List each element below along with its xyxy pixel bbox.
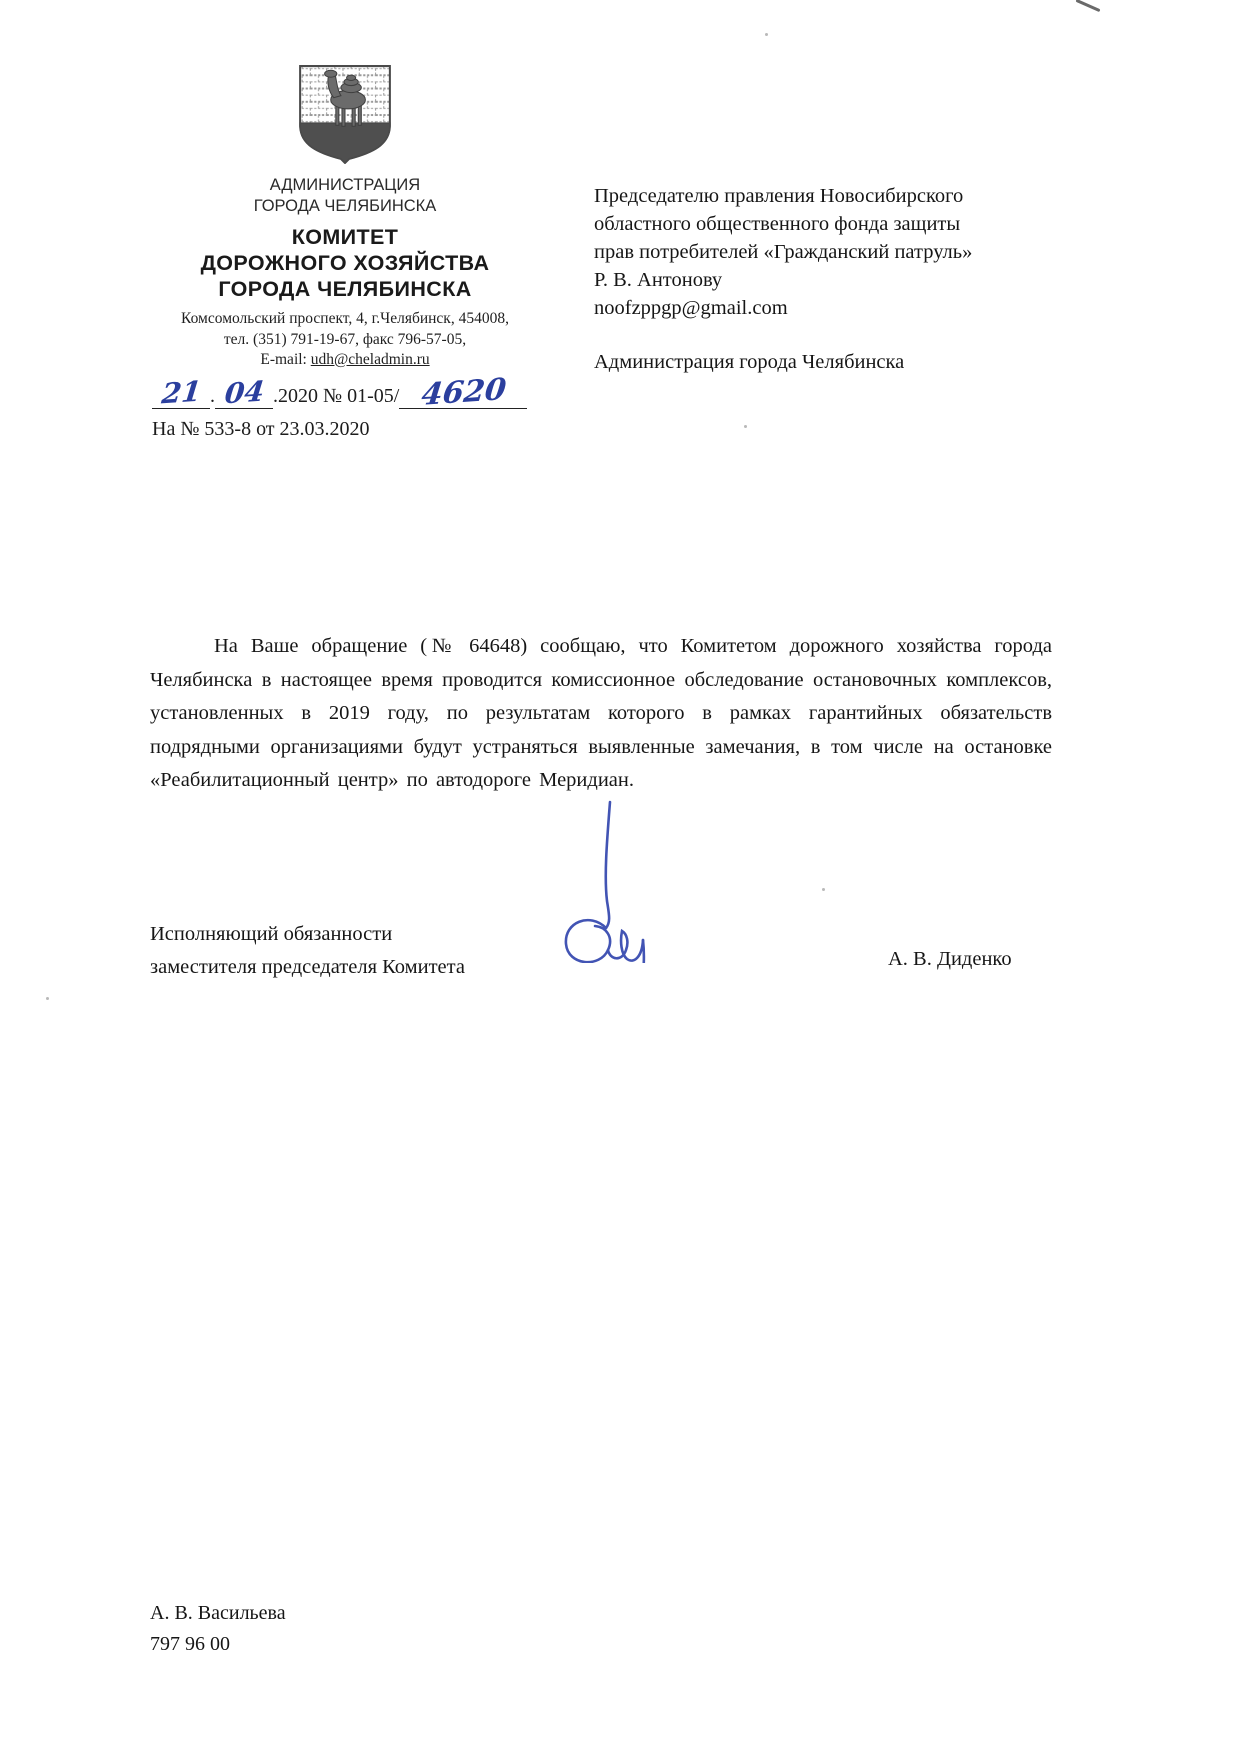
scan-speck [46,997,49,1000]
chelyabinsk-coat-of-arms-icon [293,62,397,164]
signer-name: А. В. Диденко [888,948,1012,970]
handwritten-day: 21 [159,374,203,411]
recipient-email-line: noofzppgp@gmail.com [594,297,788,319]
signer-title [150,918,570,984]
reply-to-reference: На № 533-8 от 23.03.2020 [152,418,370,440]
letterhead-committee-name [130,224,560,302]
handwritten-signature-icon [548,798,678,963]
recipient-name-line: Р. В. Антонову [594,269,723,291]
letterhead-contact-info [120,309,570,371]
administration-line: АДМИНИСТРАЦИЯ [269,176,421,194]
executor-name: А. В. Васильева [150,1602,286,1624]
scan-speck [765,33,768,36]
handwritten-month: 04 [222,374,266,411]
recipient-line: прав потребителей «Гражданский патруль» [594,241,973,263]
handwritten-outgoing-number: 4620 [419,372,508,413]
recipient-gap [594,322,1064,348]
signer-title-line: заместителя председателя Комитета [150,956,465,978]
committee-line: ДОРОЖНОГО ХОЗЯЙСТВА [200,251,490,275]
date-dot: . [210,385,215,407]
signer-title-line: Исполняющий обязанности [150,923,393,945]
letterhead-administration [145,175,545,217]
email-label: E-mail: [260,351,311,368]
committee-line: ГОРОДА ЧЕЛЯБИНСКА [218,277,472,301]
committee-line: КОМИТЕТ [291,225,399,249]
letter-body-paragraph: На Ваше обращение (№ 64648) сообщаю, что Комитетом дорожного хозяйства города Челябинска в настоящее время проводится комиссионное обследование остановочных комплексов, установленных в 2019 году, по результатам которого в рамках гарантийных обязательств подрядными организациями будут устраняться выявленные замечания, в том числе на остановке «Реабилитационный центр» по автодороге Меридиан. [150,635,1052,791]
recipient-line: Председателю правления Новосибирского [594,185,964,207]
scan-artifact-mark [1076,0,1101,12]
address-line: Комсомольский проспект, 4, г.Челябинск, 454008, [181,310,509,327]
second-addressee-line: Администрация города Челябинска [594,351,905,373]
recipient-block [594,182,1064,376]
executor-phone: 797 96 00 [150,1633,230,1655]
scan-speck [822,888,825,891]
administration-line: ГОРОДА ЧЕЛЯБИНСКА [253,197,437,215]
email-line [120,350,570,371]
date-month-blank [215,374,273,411]
phone-line: тел. (351) 791-19-67, факс 796-57-05, [223,330,467,348]
executor-block [150,1598,450,1660]
scan-speck [744,425,747,428]
recipient-line: областного общественного фонда защиты [594,213,961,235]
reference-printed-tail: .2020 № 01-05/ [273,385,400,407]
outgoing-reference-line [152,372,622,423]
email-address: udh@cheladmin.ru [310,351,430,368]
outgoing-number-blank [399,372,527,413]
date-day-blank [152,374,210,411]
